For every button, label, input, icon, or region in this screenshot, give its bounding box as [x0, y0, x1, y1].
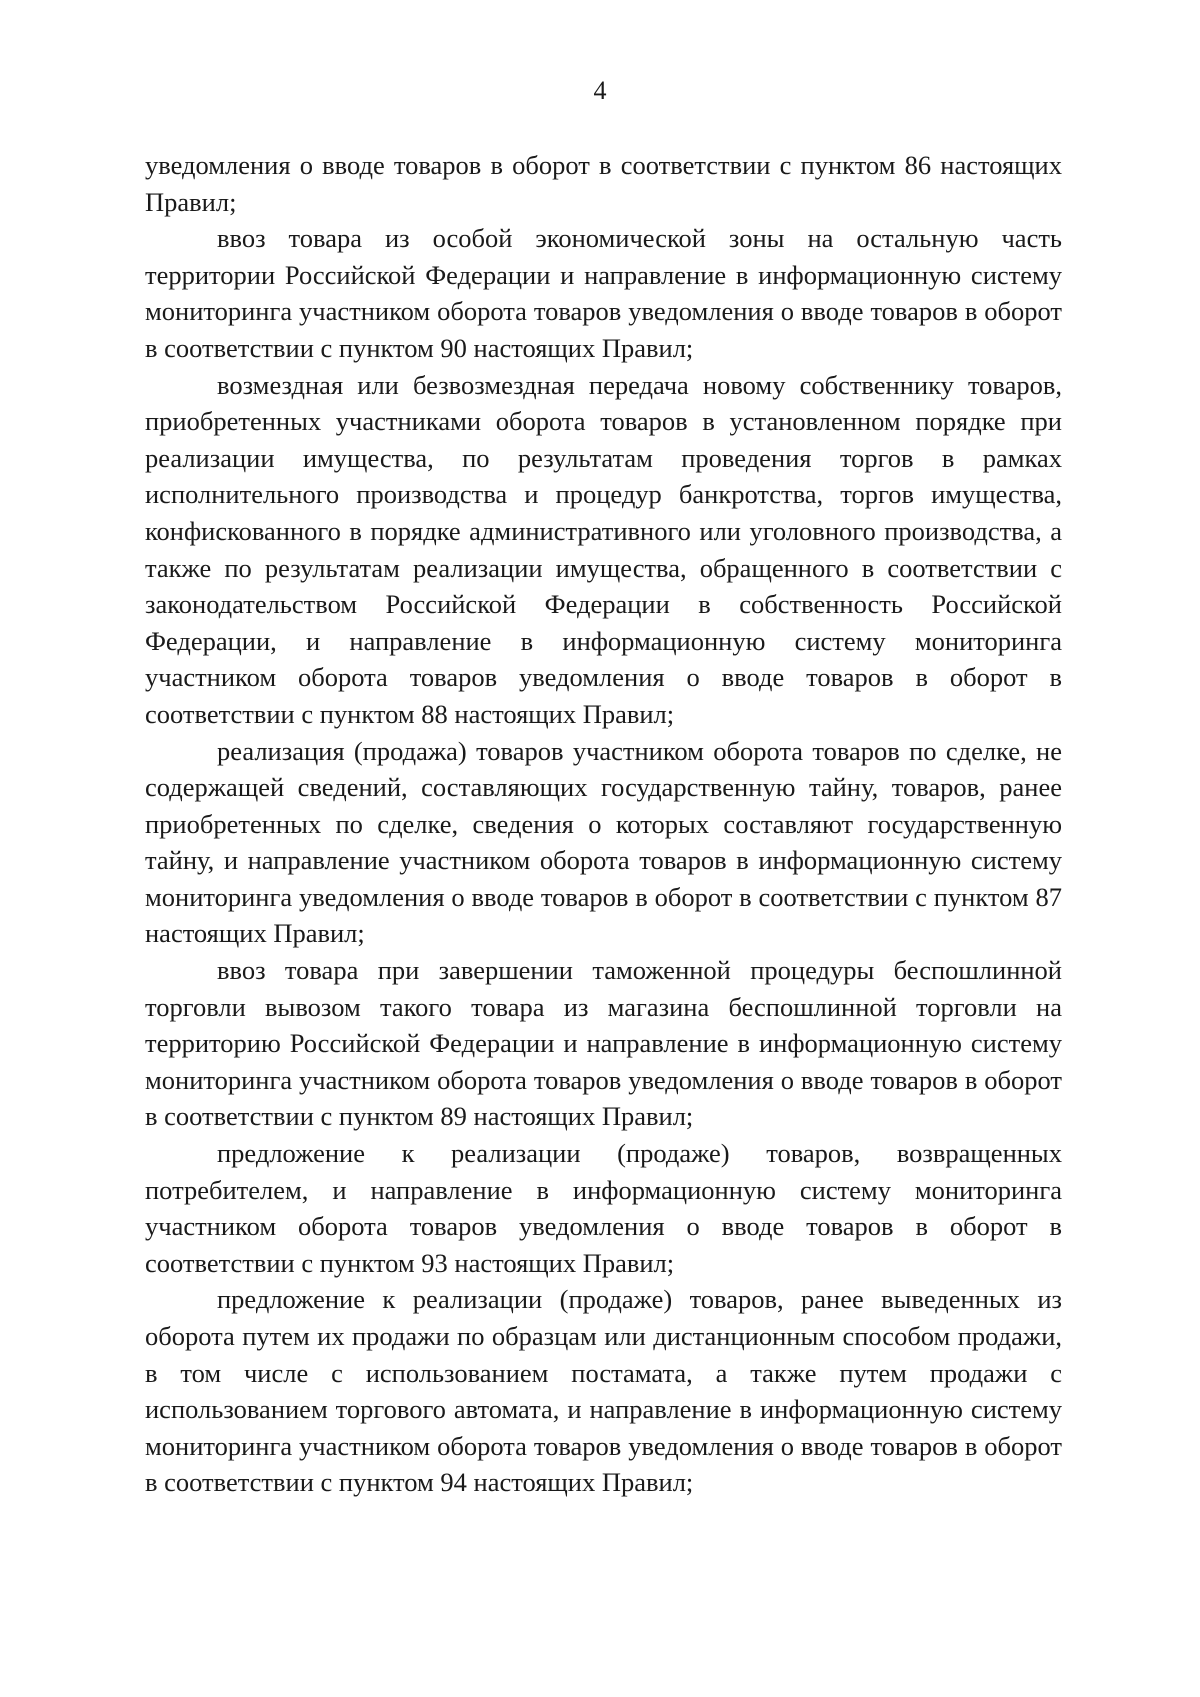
document-body — [145, 147, 1062, 1501]
paragraph-remote-sale-goods: предложение к реализации (продаже) товаров, ранее выведенных из оборота путем их продажи по образцам или дистанционным способом продажи, в том числе с использованием постамата, а также путем продажи с использованием торгового автомата, и направление в информационную систему мониторинга участником оборота товаров уведомления о вводе товаров в оборот в соответствии с пунктом 94 настоящих Правил; — [145, 1284, 1062, 1498]
paragraph-sale-state-secret: реализация (продажа) товаров участником оборота товаров по сделке, не содержащей сведений, составляющих государственную тайну, товаров, ранее приобретенных по сделке, сведения о которых составляют государственную тайну, и направление участником оборота товаров в информационную систему мониторинга уведомления о вводе товаров в оборот в соответствии с пунктом 87 настоящих Правил; — [145, 735, 1062, 949]
paragraph-continuation: уведомления о вводе товаров в оборот в соответствии с пунктом 86 настоящих Правил; — [145, 150, 1062, 217]
page-number: 4 — [593, 76, 607, 105]
paragraph-returned-goods: предложение к реализации (продаже) товаров, возвращенных потребителем, и направление в информационную систему мониторинга участником оборота товаров уведомления о вводе товаров в оборот в соответствии с пунктом 93 настоящих Правил; — [145, 1138, 1062, 1278]
paragraph-special-economic-zone: ввоз товара из особой экономической зоны на остальную часть территории Российской Федерации и направление в информационную систему мониторинга участником оборота товаров уведомления о вводе товаров в оборот в соответствии с пунктом 90 настоящих Правил; — [145, 223, 1062, 363]
paragraph-transfer-new-owner: возмездная или безвозмездная передача новому собственнику товаров, приобретенных участниками оборота товаров в установленном порядке при реализации имущества, по результатам проведения торгов в рамках исполнительного производства и процедур банкротства, торгов имущества, конфискованного в порядке административного или уголовного производства, а также по результатам реализации имущества, обращенного в соответствии с законодательством Российской Федерации в собственность Российской Федерации, и направление в информационную систему мониторинга участником оборота товаров уведомления о вводе товаров в оборот в соответствии с пунктом 88 настоящих Правил; — [145, 369, 1062, 729]
paragraph-duty-free-import: ввоз товара при завершении таможенной процедуры беспошлинной торговли вывозом такого товара из магазина беспошлинной торговли на территорию Российской Федерации и направление в информационную систему мониторинга участником оборота товаров уведомления о вводе товаров в оборот в соответствии с пунктом 89 настоящих Правил; — [145, 955, 1062, 1132]
